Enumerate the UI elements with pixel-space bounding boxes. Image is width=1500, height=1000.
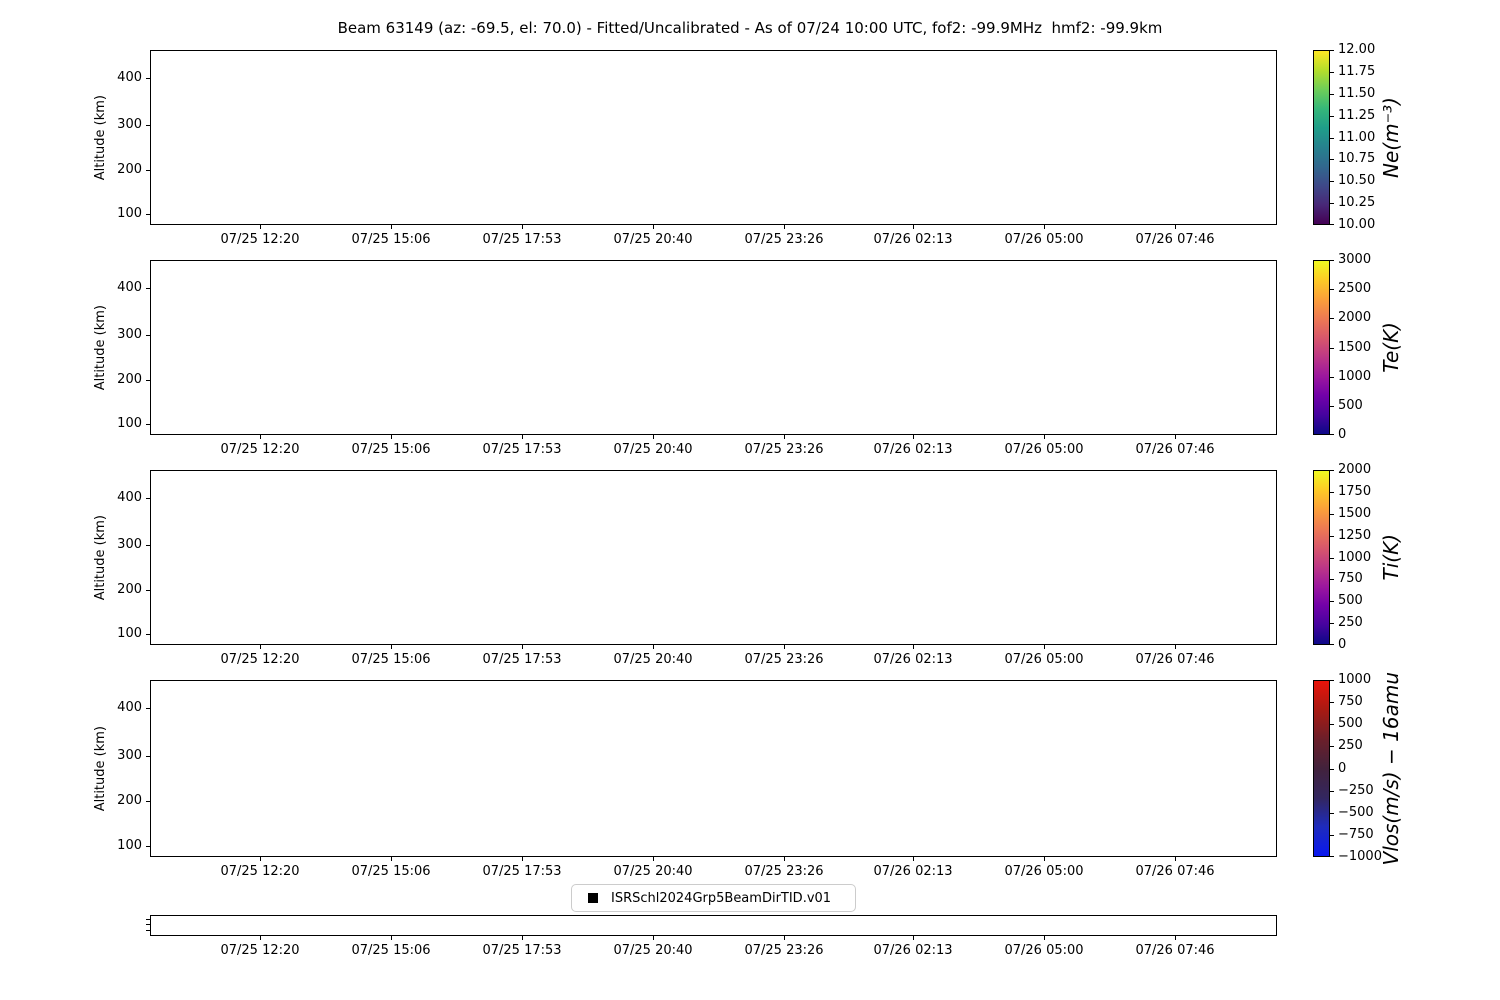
y-tick-label: 400: [117, 280, 142, 295]
colorbar-tick-mark: [1330, 579, 1334, 580]
y-tick-mark: [146, 919, 150, 920]
x-tick-label: 07/25 12:20: [220, 652, 300, 667]
colorbar-tick-label: 10.25: [1338, 195, 1376, 210]
x-tick-mark: [391, 857, 392, 861]
x-tick-mark: [653, 936, 654, 940]
x-tick-mark: [913, 857, 914, 861]
x-tick-mark: [391, 435, 392, 439]
colorbar-tick-label: 1250: [1338, 528, 1372, 543]
colorbar-tick-label: 3000: [1338, 252, 1372, 267]
colorbar-ne: [1313, 50, 1330, 225]
x-tick-mark: [522, 857, 523, 861]
x-tick-label: 07/25 12:20: [220, 442, 300, 457]
colorbar-tick-mark: [1330, 702, 1334, 703]
x-tick-label: 07/25 17:53: [482, 232, 562, 247]
x-tick-mark: [260, 936, 261, 940]
y-tick-mark: [146, 78, 150, 79]
y-tick-mark: [146, 708, 150, 709]
colorbar-tick-mark: [1330, 536, 1334, 537]
x-tick-mark: [784, 225, 785, 229]
colorbar-tick-label: 0: [1338, 761, 1347, 776]
colorbar-vlos: [1313, 680, 1330, 857]
colorbar-tick-label: 11.50: [1338, 86, 1376, 101]
y-axis-label: Altitude (km): [92, 725, 108, 812]
colorbar-ti: [1313, 470, 1330, 645]
colorbar-tick-mark: [1330, 181, 1334, 182]
x-tick-mark: [522, 645, 523, 649]
colorbar-tick-mark: [1330, 50, 1334, 51]
colorbar-tick-mark: [1330, 94, 1334, 95]
colorbar-tick-label: 11.00: [1338, 130, 1376, 145]
y-axis-label: Altitude (km): [92, 94, 108, 181]
colorbar-label-vlos: Vlos(m/s) − 16amu: [1379, 671, 1403, 866]
y-tick-label: 200: [117, 793, 142, 808]
x-tick-label: 07/26 02:13: [873, 943, 953, 958]
x-tick-mark: [784, 645, 785, 649]
plot-area-ti: [150, 470, 1277, 645]
x-tick-mark: [1175, 645, 1176, 649]
x-tick-mark: [784, 857, 785, 861]
x-tick-label: 07/25 17:53: [482, 652, 562, 667]
x-tick-mark: [653, 645, 654, 649]
colorbar-label-box: [1374, 260, 1408, 435]
x-tick-label: 07/26 02:13: [873, 442, 953, 457]
y-tick-mark: [146, 924, 150, 925]
y-axis-label: Altitude (km): [92, 514, 108, 601]
colorbar-tick-label: −750: [1338, 827, 1374, 842]
x-tick-label: 07/25 20:40: [613, 442, 693, 457]
x-tick-mark: [653, 857, 654, 861]
x-tick-label: 07/25 15:06: [351, 943, 431, 958]
colorbar-tick-label: 0: [1338, 637, 1347, 652]
legend: [571, 884, 856, 912]
colorbar-tick-mark: [1330, 224, 1334, 225]
colorbar-tick-mark: [1330, 856, 1334, 857]
colorbar-tick-label: 0: [1338, 427, 1347, 442]
y-tick-mark: [146, 545, 150, 546]
x-tick-mark: [913, 645, 914, 649]
x-tick-mark: [1175, 936, 1176, 940]
y-tick-label: 400: [117, 490, 142, 505]
colorbar-tick-label: 250: [1338, 738, 1363, 753]
x-tick-label: 07/25 20:40: [613, 864, 693, 879]
colorbar-tick-label: 10.50: [1338, 173, 1376, 188]
x-tick-mark: [913, 435, 914, 439]
x-tick-label: 07/25 23:26: [744, 943, 824, 958]
colorbar-tick-label: 12.00: [1338, 42, 1376, 57]
colorbar-tick-label: 750: [1338, 694, 1363, 709]
x-tick-label: 07/26 05:00: [1004, 864, 1084, 879]
colorbar-te: [1313, 260, 1330, 435]
colorbar-tick-mark: [1330, 791, 1334, 792]
x-tick-mark: [260, 225, 261, 229]
colorbar-tick-label: 1500: [1338, 340, 1372, 355]
y-tick-mark: [146, 930, 150, 931]
x-tick-mark: [260, 435, 261, 439]
colorbar-tick-label: 11.75: [1338, 64, 1376, 79]
x-tick-mark: [653, 435, 654, 439]
colorbar-tick-label: 1000: [1338, 550, 1372, 565]
x-tick-mark: [1044, 857, 1045, 861]
colorbar-tick-mark: [1330, 406, 1334, 407]
colorbar-tick-mark: [1330, 72, 1334, 73]
colorbar-label-te: Te(K): [1379, 322, 1403, 373]
colorbar-tick-label: 250: [1338, 615, 1363, 630]
y-tick-label: 100: [117, 206, 142, 221]
x-tick-mark: [1044, 435, 1045, 439]
strip-plot-area: [150, 915, 1277, 936]
colorbar-tick-mark: [1330, 492, 1334, 493]
colorbar-tick-mark: [1330, 680, 1334, 681]
colorbar-tick-mark: [1330, 623, 1334, 624]
x-tick-mark: [1044, 225, 1045, 229]
x-tick-label: 07/25 12:20: [220, 864, 300, 879]
y-tick-mark: [146, 634, 150, 635]
y-tick-label: 100: [117, 416, 142, 431]
y-tick-mark: [146, 125, 150, 126]
x-tick-label: 07/26 07:46: [1135, 652, 1215, 667]
y-tick-label: 200: [117, 582, 142, 597]
y-axis-label: Altitude (km): [92, 304, 108, 391]
colorbar-tick-mark: [1330, 159, 1334, 160]
x-tick-mark: [784, 936, 785, 940]
colorbar-tick-label: 1500: [1338, 506, 1372, 521]
x-tick-label: 07/25 23:26: [744, 232, 824, 247]
x-tick-label: 07/25 12:20: [220, 232, 300, 247]
x-tick-label: 07/25 23:26: [744, 652, 824, 667]
colorbar-tick-mark: [1330, 116, 1334, 117]
colorbar-tick-mark: [1330, 644, 1334, 645]
y-tick-mark: [146, 424, 150, 425]
colorbar-tick-label: −1000: [1338, 849, 1382, 864]
x-tick-label: 07/25 17:53: [482, 864, 562, 879]
colorbar-tick-mark: [1330, 377, 1334, 378]
colorbar-tick-label: 750: [1338, 571, 1363, 586]
colorbar-tick-label: 500: [1338, 593, 1363, 608]
black-square-marker-icon: [588, 893, 598, 903]
colorbar-tick-label: 2500: [1338, 281, 1372, 296]
colorbar-tick-mark: [1330, 318, 1334, 319]
x-tick-label: 07/26 05:00: [1004, 442, 1084, 457]
colorbar-tick-mark: [1330, 260, 1334, 261]
colorbar-tick-mark: [1330, 203, 1334, 204]
y-tick-label: 200: [117, 372, 142, 387]
colorbar-tick-mark: [1330, 769, 1334, 770]
plot-area-vlos: [150, 680, 1277, 857]
x-tick-mark: [1044, 936, 1045, 940]
x-tick-label: 07/25 23:26: [744, 864, 824, 879]
y-tick-mark: [146, 288, 150, 289]
colorbar-tick-mark: [1330, 434, 1334, 435]
colorbar-label-box: [1374, 470, 1408, 645]
y-tick-mark: [146, 498, 150, 499]
x-tick-label: 07/25 23:26: [744, 442, 824, 457]
x-tick-mark: [784, 435, 785, 439]
x-tick-label: 07/26 07:46: [1135, 864, 1215, 879]
x-tick-mark: [260, 857, 261, 861]
y-tick-label: 300: [117, 537, 142, 552]
x-tick-label: 07/26 05:00: [1004, 232, 1084, 247]
plot-area-ne: [150, 50, 1277, 225]
x-tick-label: 07/25 15:06: [351, 652, 431, 667]
x-tick-mark: [1175, 435, 1176, 439]
x-tick-label: 07/25 15:06: [351, 442, 431, 457]
x-tick-label: 07/26 02:13: [873, 232, 953, 247]
colorbar-tick-label: 10.00: [1338, 217, 1376, 232]
y-tick-mark: [146, 756, 150, 757]
x-tick-label: 07/25 17:53: [482, 442, 562, 457]
x-tick-label: 07/26 05:00: [1004, 652, 1084, 667]
colorbar-tick-mark: [1330, 558, 1334, 559]
colorbar-tick-mark: [1330, 601, 1334, 602]
colorbar-tick-mark: [1330, 724, 1334, 725]
x-tick-mark: [1044, 645, 1045, 649]
x-tick-mark: [1175, 225, 1176, 229]
colorbar-label-box: [1374, 671, 1408, 866]
y-tick-mark: [146, 846, 150, 847]
chart-title: Beam 63149 (az: -69.5, el: 70.0) - Fitted/Uncalibrated - As of 07/24 10:00 UTC, fof2: -99.9MHz hmf2: -99.9km: [337, 19, 1163, 37]
y-tick-label: 100: [117, 626, 142, 641]
y-tick-label: 400: [117, 70, 142, 85]
x-tick-mark: [391, 936, 392, 940]
x-tick-mark: [391, 645, 392, 649]
colorbar-tick-mark: [1330, 289, 1334, 290]
colorbar-tick-label: −250: [1338, 783, 1374, 798]
colorbar-tick-label: 1000: [1338, 672, 1372, 687]
y-tick-mark: [146, 170, 150, 171]
colorbar-tick-label: 1750: [1338, 484, 1372, 499]
y-tick-label: 200: [117, 162, 142, 177]
colorbar-tick-mark: [1330, 813, 1334, 814]
colorbar-tick-mark: [1330, 835, 1334, 836]
x-tick-label: 07/25 15:06: [351, 864, 431, 879]
y-tick-mark: [146, 214, 150, 215]
x-tick-label: 07/25 20:40: [613, 232, 693, 247]
y-tick-label: 300: [117, 117, 142, 132]
colorbar-tick-label: 500: [1338, 716, 1363, 731]
x-tick-label: 07/25 17:53: [482, 943, 562, 958]
x-tick-mark: [522, 225, 523, 229]
x-tick-mark: [391, 225, 392, 229]
x-tick-mark: [1175, 857, 1176, 861]
x-tick-label: 07/26 05:00: [1004, 943, 1084, 958]
x-tick-label: 07/25 20:40: [613, 943, 693, 958]
y-tick-mark: [146, 335, 150, 336]
colorbar-label-ti: Ti(K): [1379, 534, 1403, 581]
y-tick-label: 400: [117, 700, 142, 715]
colorbar-tick-label: 2000: [1338, 462, 1372, 477]
y-tick-label: 100: [117, 838, 142, 853]
x-tick-mark: [653, 225, 654, 229]
x-tick-label: 07/26 07:46: [1135, 232, 1215, 247]
legend-label: ISRSchl2024Grp5BeamDirTID.v01: [611, 890, 832, 906]
x-tick-label: 07/25 20:40: [613, 652, 693, 667]
colorbar-label-ne: Ne(m⁻³): [1379, 97, 1403, 178]
colorbar-tick-label: 11.25: [1338, 108, 1376, 123]
x-tick-label: 07/25 15:06: [351, 232, 431, 247]
x-tick-mark: [913, 936, 914, 940]
colorbar-tick-mark: [1330, 470, 1334, 471]
x-tick-mark: [260, 645, 261, 649]
colorbar-tick-mark: [1330, 348, 1334, 349]
x-tick-label: 07/26 02:13: [873, 652, 953, 667]
plot-area-te: [150, 260, 1277, 435]
x-tick-label: 07/25 12:20: [220, 943, 300, 958]
x-tick-mark: [913, 225, 914, 229]
colorbar-tick-mark: [1330, 138, 1334, 139]
y-tick-mark: [146, 590, 150, 591]
colorbar-tick-label: 500: [1338, 398, 1363, 413]
colorbar-tick-label: 2000: [1338, 310, 1372, 325]
y-tick-mark: [146, 380, 150, 381]
y-tick-label: 300: [117, 327, 142, 342]
x-tick-label: 07/26 07:46: [1135, 943, 1215, 958]
x-tick-mark: [522, 936, 523, 940]
colorbar-tick-mark: [1330, 746, 1334, 747]
colorbar-tick-label: 10.75: [1338, 151, 1376, 166]
colorbar-tick-label: 1000: [1338, 369, 1372, 384]
x-tick-label: 07/26 02:13: [873, 864, 953, 879]
x-tick-label: 07/26 07:46: [1135, 442, 1215, 457]
colorbar-tick-label: −500: [1338, 805, 1374, 820]
x-tick-mark: [522, 435, 523, 439]
y-tick-label: 300: [117, 748, 142, 763]
colorbar-label-box: [1374, 50, 1408, 225]
y-tick-mark: [146, 801, 150, 802]
colorbar-tick-mark: [1330, 514, 1334, 515]
